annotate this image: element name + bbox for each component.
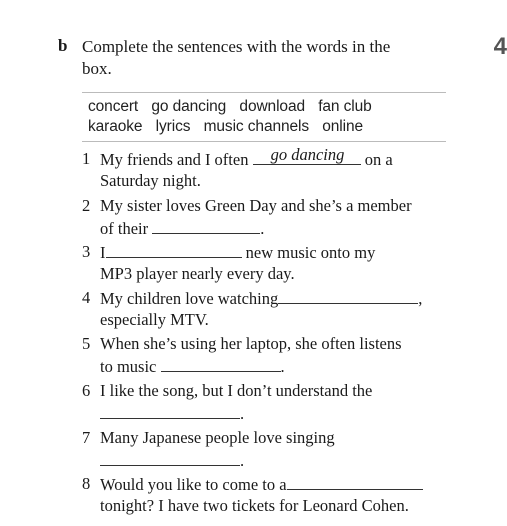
item-number: 8 [82, 474, 91, 493]
sentence-line-1 [100, 145, 393, 171]
sentence-punctuation: . [240, 451, 245, 470]
sentence-item-1 [82, 145, 457, 192]
item-number: 2 [82, 196, 91, 215]
answer-blank[interactable] [152, 217, 260, 234]
sentence-item-5 [82, 333, 457, 377]
sentence-line-2: MP3 player nearly every day. [100, 264, 295, 283]
answer-blank[interactable] [100, 402, 240, 419]
sentence-punctuation: . [240, 404, 245, 423]
word-go-dancing: go dancing [151, 98, 227, 115]
sentence-text: to music [100, 357, 157, 376]
sentence-item-3 [82, 241, 457, 285]
sentence-item-6 [82, 380, 457, 424]
sentence-line-2 [100, 449, 244, 472]
sentence-line-2: especially MTV. [100, 310, 209, 329]
sentence-line-2 [100, 217, 264, 240]
item-number: 5 [82, 334, 91, 353]
word-download: download [239, 98, 305, 115]
example-answer: go dancing [270, 145, 345, 164]
exercise-instruction: Complete the sentences with the words in the box. [82, 37, 391, 78]
sentence-text: on a [364, 150, 393, 169]
word-concert: concert [88, 98, 139, 115]
sentence-punctuation: . [260, 219, 265, 238]
item-number: 1 [82, 149, 91, 168]
sentence-line-1: My sister loves Green Day and she’s a member [100, 196, 412, 215]
answer-blank[interactable] [253, 145, 361, 165]
sentence-text: My friends and I often [100, 150, 249, 169]
sentence-line-1 [100, 287, 422, 310]
exercise-letter: b [58, 36, 68, 55]
word-music-channels: music channels [203, 118, 310, 135]
page-number: 4 [493, 33, 507, 60]
sentence-line-1 [100, 473, 423, 496]
sentence-line-1: I like the song, but I don’t understand the [100, 381, 373, 400]
item-number: 4 [82, 288, 91, 307]
sentence-text: Would you like to come to a [100, 475, 287, 494]
sentence-text: of their [100, 219, 149, 238]
sentence-text: new music onto my [245, 243, 376, 262]
answer-blank[interactable] [278, 287, 418, 304]
sentence-text: My children love watching [100, 289, 279, 308]
sentence-line-1: When she’s using her laptop, she often listens [100, 334, 402, 353]
sentence-item-7 [82, 427, 457, 471]
answer-blank[interactable] [106, 241, 242, 258]
word-karaoke: karaoke [88, 118, 143, 135]
sentence-item-2 [82, 195, 457, 239]
sentence-line-2 [100, 402, 244, 425]
sentence-line-1 [100, 241, 375, 264]
sentence-line-2: tonight? I have two tickets for Leonard Cohen. [100, 496, 409, 515]
word-online: online [322, 118, 364, 135]
sentence-punctuation: , [418, 289, 423, 308]
word-box [82, 92, 446, 142]
sentence-line-2 [100, 355, 285, 378]
item-number: 7 [82, 428, 91, 447]
sentence-line-1: Many Japanese people love singing [100, 428, 335, 447]
answer-blank[interactable] [100, 449, 240, 466]
word-box-row-1 [88, 98, 381, 116]
sentence-text: I [100, 243, 106, 262]
answer-blank[interactable] [287, 473, 423, 490]
sentence-line-2: Saturday night. [100, 171, 201, 190]
sentence-item-4 [82, 287, 457, 331]
item-number: 3 [82, 242, 91, 261]
answer-blank[interactable] [161, 355, 281, 372]
sentence-punctuation: . [280, 357, 285, 376]
word-box-row-2 [88, 118, 372, 136]
word-fan-club: fan club [318, 98, 372, 115]
item-number: 6 [82, 381, 91, 400]
word-lyrics: lyrics [155, 118, 191, 135]
sentence-item-8 [82, 473, 457, 517]
